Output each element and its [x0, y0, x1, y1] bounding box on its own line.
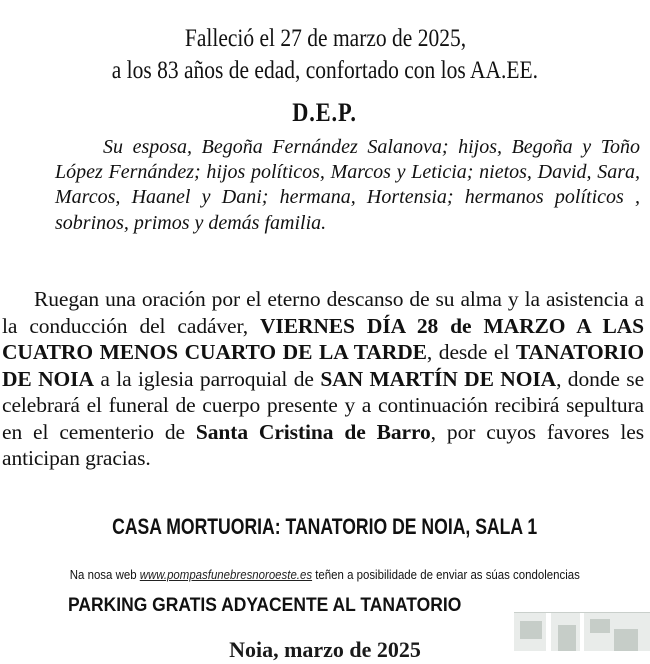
map-block	[590, 619, 610, 633]
dep-heading: D.E.P.	[292, 98, 358, 127]
funeral-datetime: VIERNES DÍA 28 de MARZO A LAS CUATRO MENOS CUARTO DE LA TARDE	[2, 313, 645, 364]
funeral-notice-paragraph: Ruegan una oración por el eterno descanso de su alma y la asistencia a la conducción del cadáver, VIERNES DÍA 28 de MARZO A LAS CUATRO MENOS CUARTO DE LA TARDE, desde el TANATORIO DE NOIA a la iglesia parroquial de SAN MARTÍN DE NOIA, donde se celebrará el funeral de cuerpo presente y a continuación recibirá sepultura en el cementerio de Santa Cristina de Barro, por cuyos favores les anticipan gracias.	[2, 287, 645, 470]
cemetery-name: Santa Cristina de Barro	[195, 419, 431, 444]
church-name: SAN MARTÍN DE NOIA	[320, 366, 557, 391]
map-block	[614, 629, 638, 651]
map-block	[520, 621, 542, 639]
death-date-line: Falleció el 27 de marzo de 2025,	[184, 25, 466, 52]
parking-line: PARKING GRATIS ADYACENTE AL TANATORIO	[68, 595, 462, 616]
condolences-line: Na nosa web www.pompasfunebresnoroeste.es teñen a posibilidade de enviar as súas condolencias	[69, 567, 581, 582]
map-road	[546, 613, 551, 651]
family-paragraph: Su esposa, Begoña Fernández Salanova; hijos, Begoña y Toño López Fernández; hijos políticos, Marcos y Leticia; nietos, David, Sara, Marcos, Haanel y Dani; hermana, Hortensia; hermanos políticos , sobrinos, primos y demás familia.	[55, 136, 640, 234]
header-name-cut	[120, 0, 540, 4]
tanatorio-name: TANATORIO DE NOIA	[2, 340, 644, 391]
mortuary-line: CASA MORTUORIA: TANATORIO DE NOIA, SALA 1	[112, 514, 538, 539]
age-line: a los 83 años de edad, confortado con los AA.EE.	[111, 57, 539, 84]
map-thumbnail	[514, 612, 650, 651]
website-link[interactable]: www.pompasfunebresnoroeste.es	[139, 567, 313, 582]
map-road	[580, 613, 584, 651]
footer-place-date-cut: Noia, marzo de 2025	[229, 637, 421, 662]
map-block	[558, 625, 576, 651]
